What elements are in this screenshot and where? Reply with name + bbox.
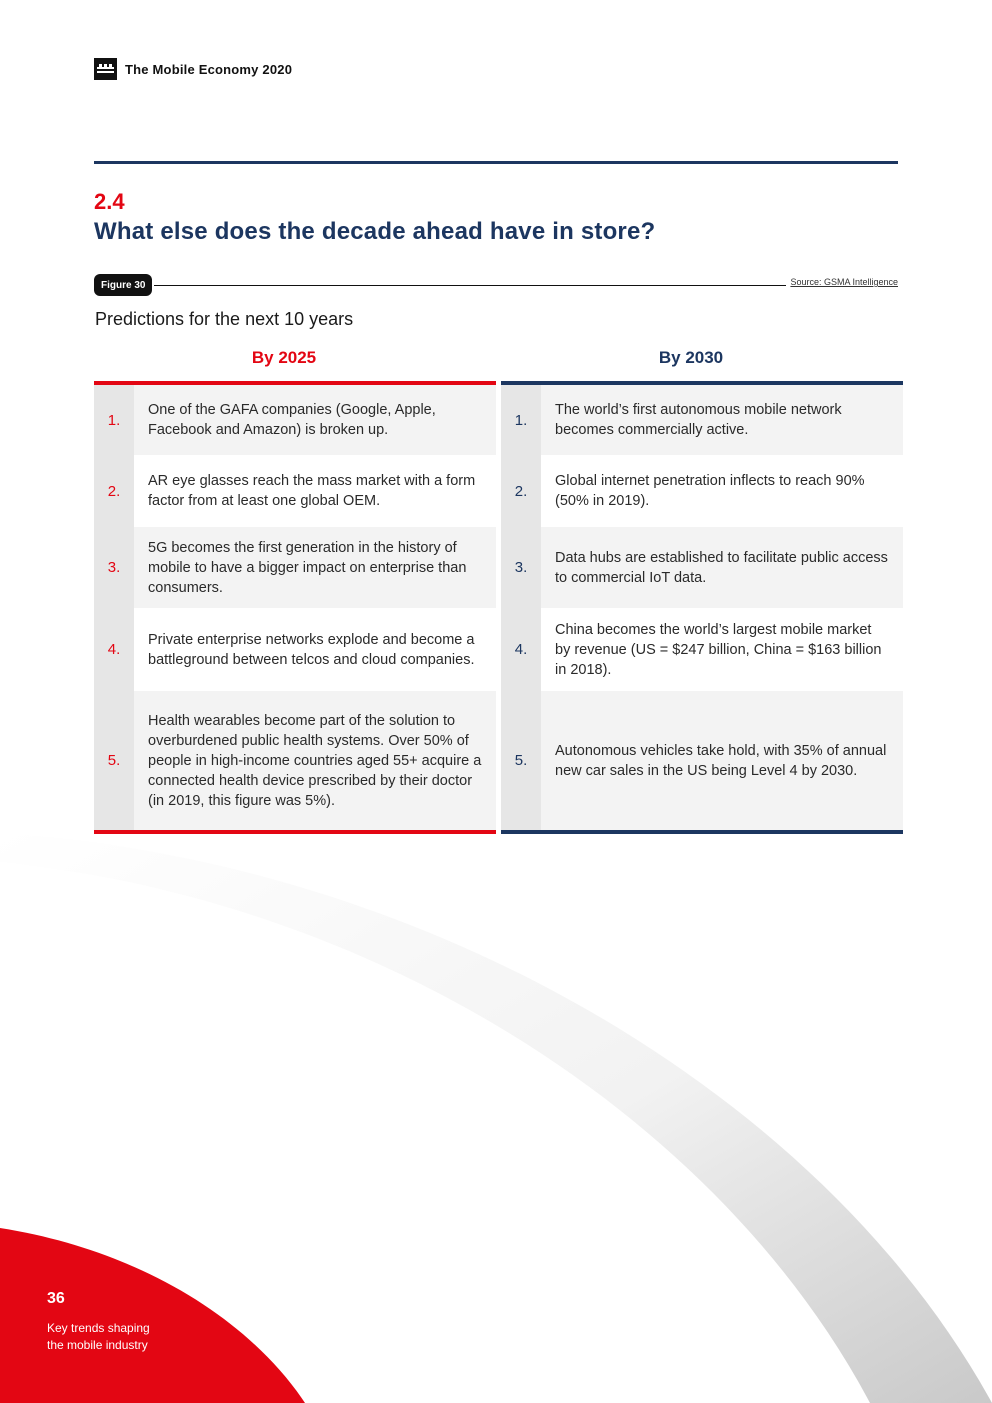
section-title: What else does the decade ahead have in store? <box>94 218 656 245</box>
footer-line-1: Key trends shaping <box>47 1321 150 1335</box>
item-text: AR eye glasses reach the mass market with a form factor from at least one global OEM. <box>134 455 496 527</box>
predictions-2025-list <box>94 381 496 834</box>
item-number: 4. <box>94 608 134 691</box>
figure-label: Figure 30 <box>94 274 152 296</box>
item-number: 3. <box>94 527 134 608</box>
item-text: Private enterprise networks explode and become a battleground between telcos and cloud companies. <box>134 608 496 691</box>
item-text: The world’s first autonomous mobile network becomes commercially active. <box>541 385 903 455</box>
item-number: 2. <box>501 455 541 527</box>
section-divider <box>94 161 898 164</box>
list-item <box>501 385 903 455</box>
list-item <box>94 527 496 608</box>
item-text: Global internet penetration inflects to reach 90% (50% in 2019). <box>541 455 903 527</box>
list-item <box>94 691 496 830</box>
item-number: 5. <box>94 691 134 830</box>
list-item <box>501 691 903 830</box>
publication-title: The Mobile Economy 2020 <box>125 61 293 77</box>
column-heading-2025: By 2025 <box>251 348 317 367</box>
item-number: 1. <box>94 385 134 455</box>
list-item <box>501 455 903 527</box>
figure-source: Source: GSMA Intelligence <box>786 277 898 287</box>
item-text: Health wearables become part of the solution to overburdened public health systems. Over 50% of people in high-income countries aged 55+ acquire a connected health device prescribed by their doctor (in 2019, this figure was 5%). <box>134 691 496 830</box>
figure-title: Predictions for the next 10 years <box>95 309 354 329</box>
item-number: 2. <box>94 455 134 527</box>
list-item <box>501 608 903 691</box>
item-number: 4. <box>501 608 541 691</box>
list-item <box>94 608 496 691</box>
item-number: 3. <box>501 527 541 608</box>
list-item <box>94 455 496 527</box>
page-header <box>94 58 292 80</box>
section-number: 2.4 <box>94 189 125 214</box>
gsma-logo-icon <box>94 58 117 80</box>
item-text: Data hubs are established to facilitate public access to commercial IoT data. <box>541 527 903 608</box>
footer-line-2: the mobile industry <box>47 1338 148 1352</box>
item-text: 5G becomes the first generation in the history of mobile to have a bigger impact on enterprise than consumers. <box>134 527 496 608</box>
page-number: 36 <box>47 1290 65 1307</box>
footer-chapter <box>47 1320 150 1354</box>
item-text: One of the GAFA companies (Google, Apple, Facebook and Amazon) is broken up. <box>134 385 496 455</box>
list-item <box>94 385 496 455</box>
column-heading-2030: By 2030 <box>658 348 724 367</box>
figure-caption-row <box>94 274 898 298</box>
item-number: 5. <box>501 691 541 830</box>
item-text: Autonomous vehicles take hold, with 35% of annual new car sales in the US being Level 4 by 2030. <box>541 691 903 830</box>
item-text: China becomes the world’s largest mobile market by revenue (US = $247 billion, China = $163 billion in 2018). <box>541 608 903 691</box>
list-item <box>501 527 903 608</box>
item-number: 1. <box>501 385 541 455</box>
predictions-2030-list <box>501 381 903 834</box>
